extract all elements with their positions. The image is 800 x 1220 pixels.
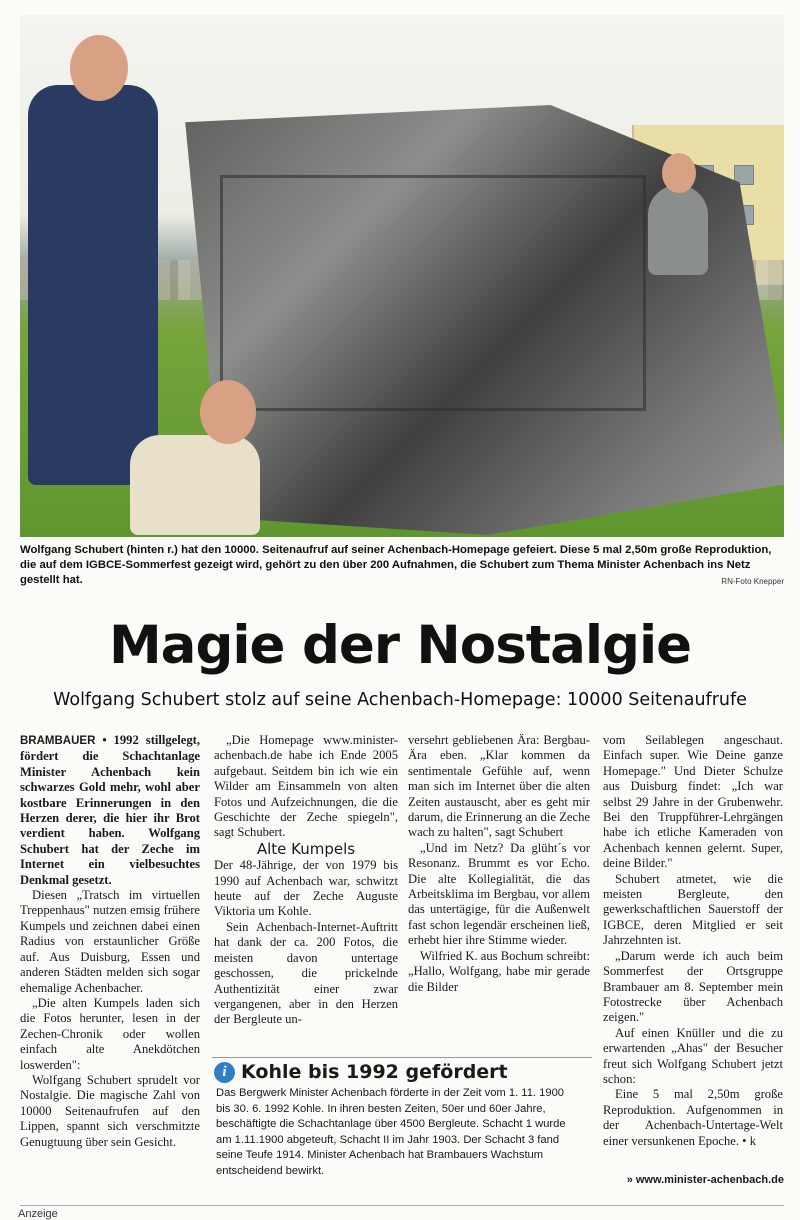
info-box-title (212, 1061, 592, 1083)
footer-rule (20, 1205, 784, 1206)
info-box-heading: Kohle bis 1992 gefördert (241, 1061, 508, 1083)
subheadline: Wolfgang Schubert stolz auf seine Achenbach-Homepage: 10000 Seitenaufrufe (53, 690, 747, 710)
website-link[interactable]: » www.minister-achenbach.de (626, 1174, 784, 1186)
photo-credit: RN-Foto Knepper (721, 577, 784, 586)
photo-boy (130, 435, 260, 535)
crosshead: Alte Kumpels (256, 839, 356, 858)
lead-text: 1992 stillgelegt, fördert die Schachtanlage Minister Achenbach kein schwarzes Gold mehr, wohl aber kostbare Erinnerungen in den Herzen derer, die hier ihr Brot verdient haben. Wolfgang Schubert hat der Zeche im Internet ein vielbesuchtes Denkmal gesetzt. (20, 733, 200, 887)
ad-label: Anzeige (18, 1208, 58, 1220)
photo-man-right (648, 185, 708, 275)
dateline: BRAMBAUER • (20, 735, 107, 747)
paragraph: Eine 5 mal 2,50m große Reproduktion. Aufgenommen in der Achenbach-Untertage-Welt einer versunkenen Epoche. • k (603, 1087, 783, 1148)
article-column-4 (603, 733, 783, 1149)
info-box (212, 1057, 592, 1190)
info-icon: i (214, 1062, 235, 1083)
paragraph: Auf einen Knüller und die zu erwartenden „Ahas" der Besucher freut sich Wolfgang Schubert jetzt schon: (603, 1025, 783, 1086)
article-column-1 (20, 733, 200, 1150)
paragraph: Schubert atmetet, wie die meisten Bergleute, den gewerkschaftlichen Sauerstoff der IGBCE, deren Mitglied er seit Jahrzehnten ist. (603, 871, 783, 948)
article-photo (20, 15, 784, 537)
photo-boy-head (200, 380, 256, 444)
paragraph: „Darum werde ich auch beim Sommerfest der Ortsgruppe Brambauer am 8. September mein Fotostrecke über Achenbach zeigen." (603, 948, 783, 1025)
photo-man-left (28, 85, 158, 485)
paragraph: „Die alten Kumpels laden sich die Fotos herunter, lesen in der Zechen-Chronik oder wollen einfach alte Anekdötchen loswerden": (20, 995, 200, 1072)
paragraph: Wilfried K. aus Bochum schreibt: „Hallo, Wolfgang, habe mir gerade die Bilder (408, 948, 590, 994)
headline: Magie der Nostalgie (108, 615, 692, 676)
paragraph: Sein Achenbach-Internet-Auftritt hat dank der ca. 200 Fotos, die meisten davon untertage geschossen, die prickelnde Authentizität einer zwar vergangenen, aber in den Herzen der Bergleute un- (214, 919, 398, 1027)
paragraph: vom Seilablegen angeschaut. Einfach super. Wie Deine ganze Homepage." Und Dieter Schulze aus Duisburg findet: „Ich war selbst 29 Jahre in der Grubenwehr. Bei den Truppführer-Lehrgängen habe ich etliche Kameraden von Achenbach kennen gelernt. Super, deine Bilder." (603, 733, 783, 871)
paragraph: Wolfgang Schubert sprudelt vor Nostalgie. Die magische Zahl von 10000 Seitenaufrufen auf den Lippen, spannt sich verschmitzte Genugtuung über sein Gesicht. (20, 1072, 200, 1149)
photo-man-left-head (70, 35, 128, 101)
article-column-3 (408, 733, 590, 995)
article-column-2 (214, 733, 398, 1028)
paragraph: „Die Homepage www.minister-achenbach.de habe ich Ende 2005 aufgebaut. Seitdem bin ich wie ein Wilder am Einsammeln von alten Fotos und Aufzeichnungen, die die Geschichte der Zeche spiegeln", sagt Schubert. (214, 733, 398, 840)
paragraph: Diesen „Tratsch im virtuellen Treppenhaus" nutzen emsig frühere Kumpels und zeichnen dabei einen Radius von erstaunlicher Größe auf. Aus Duisburg, Essen und anderen Städten melden sich sogar ehemalige Achenbacher. (20, 888, 200, 995)
info-box-text: Das Bergwerk Minister Achenbach förderte in der Zeit vom 1. 11. 1900 bis 30. 6. 1992 Kohle. In ihren besten Zeiten, 50er und 60er Jahre, beschäftigte die Schachtanlage über 4500 Bergleute. Schacht 1 wurde am 1.11.1900 abgeteuft, Schacht II im Jahr 1903. Der Schacht 3 fand seine Teufe 1914. Minister Achenbach hat Brambauers Wachstum entscheidend bewirkt. (216, 1087, 566, 1177)
paragraph: „Und im Netz? Da glüht´s vor Resonanz. Brummt es vor Echo. Die alte Kollegialität, die das Arbeitsklima im Bergbau, vor allem das untertägige, für die Außenwelt fast schon legendär erscheinen ließ, erhebt hier ihre Stimme wieder. (408, 840, 590, 948)
article-lead (20, 733, 200, 888)
photo-caption: Wolfgang Schubert (hinten r.) hat den 10000. Seitenaufruf auf seiner Achenbach-Homepage gefeiert. Diese 5 mal 2,50m große Reproduktion, die auf dem IGBCE-Sommerfest gezeigt wird, gehört zu den über 200 Aufnahmen, die Schubert zum Thema Minister Achenbach ins Netz gestellt hat. (20, 544, 772, 586)
photo-man-right-head (662, 153, 696, 193)
paragraph: versehrt gebliebenen Ära: Bergbau-Ära eben. „Klar kommen da sentimentale Gefühle auf, wenn man sich im Internet über die alten Zeiten austauscht, aber es geht mir darum, die Erinnerung an die Zeche wach zu halten", sagt Schubert (408, 733, 590, 840)
paragraph: Der 48-Jährige, der von 1979 bis 1990 auf Achenbach war, schwitzt heute auf der Zeche Auguste Viktoria um Kohle. (214, 858, 398, 919)
